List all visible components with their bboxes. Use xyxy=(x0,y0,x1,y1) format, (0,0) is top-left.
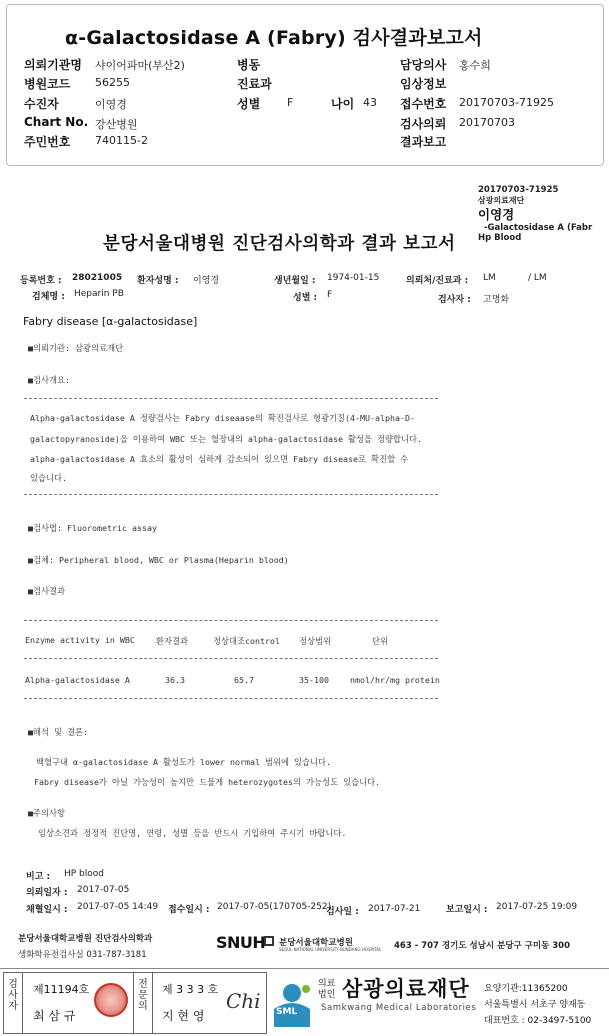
sml-logo-icon xyxy=(270,975,314,1031)
value-age: 43 xyxy=(363,96,377,109)
value-doctor: 홍수희 xyxy=(459,59,491,72)
value-institution: 샤이어파마(부산2) xyxy=(95,59,185,72)
org-phone: 대표번호 : 02-3497-5100 xyxy=(484,1016,592,1026)
dept-footer: 분당서울대학교병원 진단검사의학과 xyxy=(18,934,153,944)
report-header-card xyxy=(6,4,604,166)
table-cell-range: 35-100 xyxy=(299,675,329,685)
report-date-label: 보고일시 : xyxy=(446,905,488,915)
remark-value: HP blood xyxy=(64,869,104,879)
label-hospital-code: 병원코드 xyxy=(24,77,71,91)
table-cell-control: 65.7 xyxy=(234,675,254,685)
org-address: 서울특별시 서초구 양재동 xyxy=(484,1000,586,1010)
test-date-value: 2017-07-21 xyxy=(368,904,421,914)
scanned-lab-report xyxy=(6,172,604,966)
request-date-label: 의뢰일자 : xyxy=(26,888,68,898)
receipt-label: 접수일시 : xyxy=(168,905,210,915)
overview-line-1: Alpha-galactosidase A 정량검사는 Fabry diseaase의 확진검사로 형광기질(4-MU-alpha-D- xyxy=(30,413,415,423)
report-date-value: 2017-07-25 19:09 xyxy=(496,902,578,912)
report-title: α-Galactosidase A (Fabry) 검사결과보고서 xyxy=(65,27,483,49)
label-result-report: 결과보고 xyxy=(400,135,447,149)
divider xyxy=(24,398,438,399)
label-chart-no: Chart No. xyxy=(24,115,89,129)
sticker-test: -Galactosidase A (Fabr xyxy=(484,223,593,233)
remark-label: 비고 : xyxy=(26,872,51,882)
test-name: Fabry disease [α-galactosidase] xyxy=(23,315,198,328)
label-patient: 수진자 xyxy=(24,97,59,111)
table-header-range: 정상범위 xyxy=(299,636,332,646)
overview-line-3: alpha-galactosidase A 효소의 활성이 심하게 감소되어 있으면 Fabry disease로 확진할 수 xyxy=(30,454,409,464)
table-header-unit: 단위 xyxy=(372,636,389,646)
test-date-label: 검사일 : xyxy=(326,907,359,917)
patient-name-value: 이영경 xyxy=(193,276,220,286)
specialist-signature: Chi xyxy=(226,989,261,1013)
snuh-emblem-icon xyxy=(264,936,274,946)
referral-institution: ■의뢰기관: 삼광의료재단 xyxy=(28,343,124,353)
collect-value: 2017-07-05 14:49 xyxy=(77,902,159,912)
value-hospital-code: 56255 xyxy=(95,76,130,89)
examiner-vertical-label: 검사자 xyxy=(8,979,18,1012)
divider xyxy=(22,972,23,1034)
value-resident-no: 740115-2 xyxy=(95,134,148,147)
divider xyxy=(152,972,153,1034)
table-cell-enzyme: Alpha-galactosidase A xyxy=(25,675,130,685)
label-receipt-no: 접수번호 xyxy=(400,97,447,111)
value-patient: 이영경 xyxy=(95,98,127,111)
specialist-license: 제 3 3 3 호 xyxy=(162,983,219,996)
label-sex: 성별 xyxy=(237,97,261,111)
label-age: 나이 xyxy=(331,97,355,111)
table-top-rule xyxy=(24,620,438,621)
institution-code: 요양기관:11365200 xyxy=(484,984,568,994)
interpretation-line-1: 백혈구내 α-galactosidase A 활성도가 lower normal 범위에 있습니다. xyxy=(36,757,332,767)
table-header-rule xyxy=(24,658,438,659)
sticker-name: 이영경 xyxy=(478,207,515,222)
hospital-address: 463 - 707 경기도 성남시 분당구 구미동 300 xyxy=(394,941,571,951)
org-name: 삼광의료재단 xyxy=(342,977,470,1001)
referral-dept-value: LM xyxy=(483,273,496,283)
specialist-vertical-label: 전문의 xyxy=(138,979,148,1012)
table-header-patient: 환자결과 xyxy=(156,636,189,646)
receipt-value: 2017-07-05(170705-252) xyxy=(217,902,332,912)
overview-line-2: galactopyranoside)을 이용하여 WBC 또는 혈장내의 alpha-galactosidase 활성을 정량합니다. xyxy=(30,434,423,444)
sticker-org: 삼광의료재단 xyxy=(478,196,525,205)
sample: ■검체: Peripheral blood, WBC or Plasma(Heparin blood) xyxy=(28,555,289,565)
notes-heading: ■주의사항 xyxy=(28,808,66,818)
overview-line-4: 있습니다. xyxy=(30,473,68,483)
snuh-name: 분당서울대학교병원 xyxy=(279,938,353,948)
table-header-control: 정상대조control xyxy=(213,636,281,646)
value-chart-no: 강산병원 xyxy=(95,118,138,131)
dob-label: 생년월일 : xyxy=(274,276,316,286)
value-receipt-no: 20170703-71925 xyxy=(459,96,554,109)
sex-value: F xyxy=(327,290,333,300)
specialist-name: 지 현 영 xyxy=(162,1009,205,1023)
referral-dept-label: 의뢰처/진료과 : xyxy=(406,276,469,286)
label-ward: 병동 xyxy=(237,58,261,72)
overview-heading: ■검사개요: xyxy=(28,375,71,385)
value-test-request: 20170703 xyxy=(459,116,515,129)
interpretation-line-2: Fabry disease가 아닐 가능성이 높지만 드물게 heterozygotes의 가능성도 있습니다. xyxy=(34,777,381,787)
specimen-label: 검체명 : xyxy=(32,292,65,302)
report-main-title: 분당서울대병원 진단검사의학과 결과 보고서 xyxy=(103,234,456,254)
examiner-value: 고명화 xyxy=(483,295,510,305)
divider xyxy=(24,494,438,495)
method: ■검사법: Fluorometric assay xyxy=(28,523,157,533)
org-prefix: 의료법인 xyxy=(318,979,336,1000)
examiner-license: 제11194호 xyxy=(33,983,90,996)
request-date-value: 2017-07-05 xyxy=(77,885,130,895)
examiner-label: 검사자 : xyxy=(438,295,471,305)
results-heading: ■검사결과 xyxy=(28,586,66,596)
value-sex: F xyxy=(287,96,294,109)
org-english: Samkwang Medical Laboratories xyxy=(321,1003,477,1013)
label-institution: 의뢰기관명 xyxy=(24,58,82,72)
table-cell-unit: nmol/hr/mg protein xyxy=(350,675,440,685)
reg-no-label: 등록번호 : xyxy=(20,276,62,286)
examiner-name: 최 삼 규 xyxy=(33,1009,76,1023)
label-doctor: 담당의사 xyxy=(400,58,447,72)
reg-no-value: 28021005 xyxy=(72,273,123,283)
label-test-request: 검사의뢰 xyxy=(400,117,447,131)
table-bottom-rule xyxy=(24,698,438,699)
specimen-value: Heparin PB xyxy=(74,289,124,299)
divider xyxy=(133,972,134,1034)
snuh-sub: SEOUL NATIONAL UNIVERSITY BUNDANG HOSPITAL xyxy=(279,947,382,952)
patient-name-label: 환자성명 : xyxy=(137,276,179,286)
examiner-seal-icon xyxy=(94,983,128,1017)
label-resident-no: 주민번호 xyxy=(24,135,71,149)
label-department: 진료과 xyxy=(237,77,272,91)
lab-signature-footer xyxy=(0,968,609,1036)
table-header-enzyme: Enzyme activity in WBC xyxy=(25,635,135,645)
label-clinical-info: 임상정보 xyxy=(400,77,447,91)
sticker-id: 20170703-71925 xyxy=(478,185,559,195)
dob-value: 1974-01-15 xyxy=(327,273,380,283)
sml-logo-text: SML xyxy=(276,1007,298,1017)
sex-label: 성별 : xyxy=(293,293,318,303)
snuh-logo: SNUH xyxy=(216,933,266,952)
dept-phone: 생화학유전검사실 031-787-3181 xyxy=(18,950,147,960)
notes-line: 임상소견과 정정적 진단명, 연령, 성별 등을 반드시 기입하여 주시기 바랍니다. xyxy=(38,828,347,838)
collect-label: 채혈일시 : xyxy=(26,905,68,915)
sticker-specimen: Hp Blood xyxy=(478,233,522,243)
table-cell-patient: 36.3 xyxy=(165,675,185,685)
referral-dept-value2: / LM xyxy=(528,273,547,283)
interpretation-heading: ■해석 및 결론: xyxy=(28,727,89,737)
